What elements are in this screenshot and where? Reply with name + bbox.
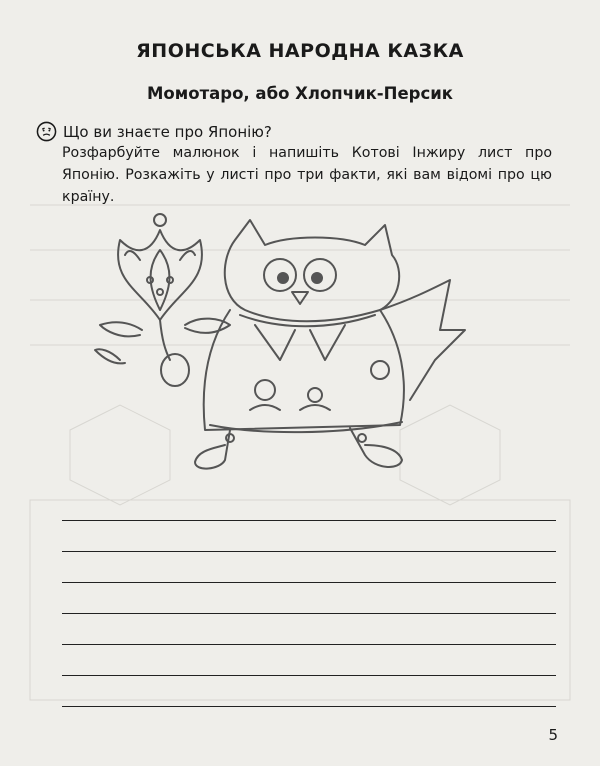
task-question-row: [36, 121, 272, 142]
page-number: 5: [548, 726, 558, 744]
writing-line[interactable]: [62, 520, 556, 521]
page-title: ЯПОНСЬКА НАРОДНА КАЗКА: [136, 40, 464, 62]
owl-cat-with-flower-illustration: [80, 200, 480, 500]
writing-line[interactable]: [62, 675, 556, 676]
writing-lines: [62, 520, 556, 737]
story-subtitle: Момотаро, або Хлопчик-Персик: [147, 84, 453, 103]
task-instruction: Розфарбуйте малюнок і напишіть Котові Інжиру лист про Японію. Розкажіть у листі про три факти, які вам відомі про цю країну.: [62, 145, 552, 205]
writing-line[interactable]: [62, 644, 556, 645]
writing-line[interactable]: [62, 613, 556, 614]
task-question: Що ви знаєте про Японію?: [63, 122, 272, 141]
thinking-face-icon: [36, 121, 57, 142]
writing-line[interactable]: [62, 582, 556, 583]
writing-line[interactable]: [62, 551, 556, 552]
writing-line[interactable]: [62, 706, 556, 707]
